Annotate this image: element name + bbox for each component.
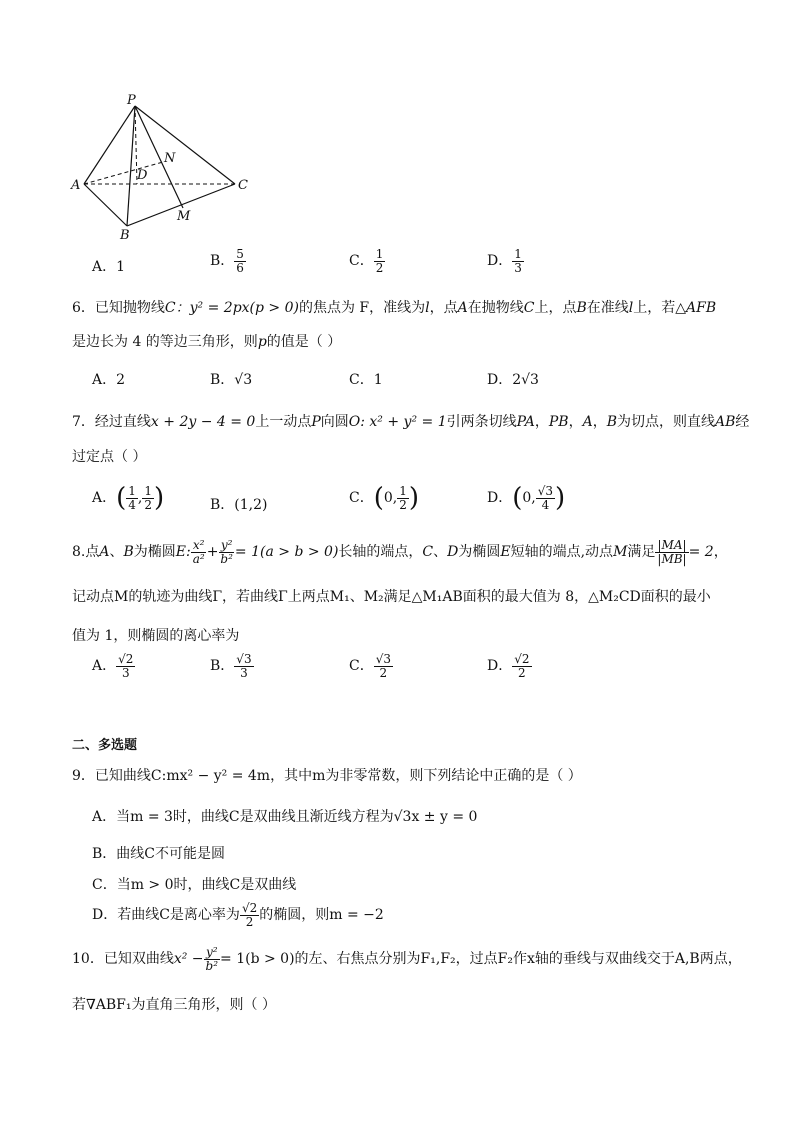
q5-option-b: B． $\frac{5}{6}$ <box>210 247 244 275</box>
q9-option-a: A．当m = 3时，曲线C是双曲线且渐近线方程为√3x ± y = 0 <box>92 809 478 825</box>
label-B: B <box>120 228 130 243</box>
q7-option-b: B．(1,2) <box>210 497 268 513</box>
label-A: A <box>71 178 81 193</box>
pyramid-figure <box>65 92 265 252</box>
q5-option-c: C． $\frac{1}{2}$ <box>349 247 384 275</box>
q6-line2: 是边长为 4 的等边三角形，则p的值是（ ） <box>72 334 342 350</box>
q5-option-a: A．1 <box>92 259 126 275</box>
q10-line2: 若∇ABF₁为直角三角形，则（ ） <box>72 997 276 1013</box>
q6-line1: 6．已知抛物线C：y² = 2px(p > 0)的焦点为 F，准线为l，点A在抛物线C上，点B在准线l上，若△AFB <box>72 300 717 316</box>
label-D: D <box>137 168 148 183</box>
q6-option-a: A．2 <box>92 372 126 388</box>
q8-option-c: C． $\frac{√3}{2}$ <box>349 652 391 680</box>
q5-option-d: D． $\frac{1}{3}$ <box>487 247 522 275</box>
q6-option-b: B．√3 <box>210 372 253 388</box>
q7-option-a: A．( $\frac{1}{4}$ , $\frac{1}{2}$ ) <box>92 483 165 513</box>
q8-option-d: D． $\frac{√2}{2}$ <box>487 652 530 680</box>
q8-line1: 8.点A、B为椭圆E: $\frac{\text{x²}}{\text{a²}}$ + $\frac{\text{y²}}{\text{b²}}$ = 1(a > b > 0)长轴的端点，C、D为椭圆E短轴的端点,动点M满足 $\frac{|MA|}{|MB|}$ = 2， <box>72 538 728 566</box>
q6-option-c: C．1 <box>349 372 383 388</box>
q9-option-b: B．曲线C不可能是圆 <box>92 846 225 862</box>
q8-line3: 值为 1，则椭圆的离心率为 <box>72 628 240 644</box>
q9-option-c: C．当m > 0时，曲线C是双曲线 <box>92 877 297 893</box>
q10-line1: 10．已知双曲线x² − $\frac{\text{y²}}{\text{b²}}$ = 1(b > 0)的左、右焦点分别为F₁,F₂，过点F₂作x轴的垂线与双曲线交于A,B两点， <box>72 945 742 973</box>
q6-option-d: D．2√3 <box>487 372 539 388</box>
section-heading-multi-choice: 二、多选题 <box>72 738 138 753</box>
q9-option-d: D．若曲线C是离心率为 $\frac{√2}{2}$ 的椭圆，则m = −2 <box>92 901 384 929</box>
label-M: M <box>177 209 191 224</box>
q7-line2: 过定点（ ） <box>72 449 147 465</box>
label-P: P <box>127 93 136 108</box>
q9-stem: 9．已知曲线C:mx² − y² = 4m，其中m为非零常数，则下列结论中正确的是（ ） <box>72 768 582 784</box>
q8-line2: 记动点M的轨迹为曲线Γ，若曲线Γ上两点M₁、M₂满足△M₁AB面积的最大值为 8，△M₂CD面积的最小 <box>72 589 711 605</box>
label-C: C <box>238 178 248 193</box>
q7-line1: 7．经过直线x + 2y − 4 = 0上一动点P向圆O: x² + y² = 1引两条切线PA，PB，A，B为切点，则直线AB经 <box>72 414 750 430</box>
label-N: N <box>164 151 176 166</box>
q8-option-b: B． $\frac{√3}{3}$ <box>210 652 252 680</box>
q8-option-a: A． $\frac{√2}{3}$ <box>92 652 134 680</box>
q7-option-d: D．(0, $\frac{√3}{4}$ ) <box>487 483 566 513</box>
q7-option-c: C．(0, $\frac{1}{2}$ ) <box>349 483 420 513</box>
